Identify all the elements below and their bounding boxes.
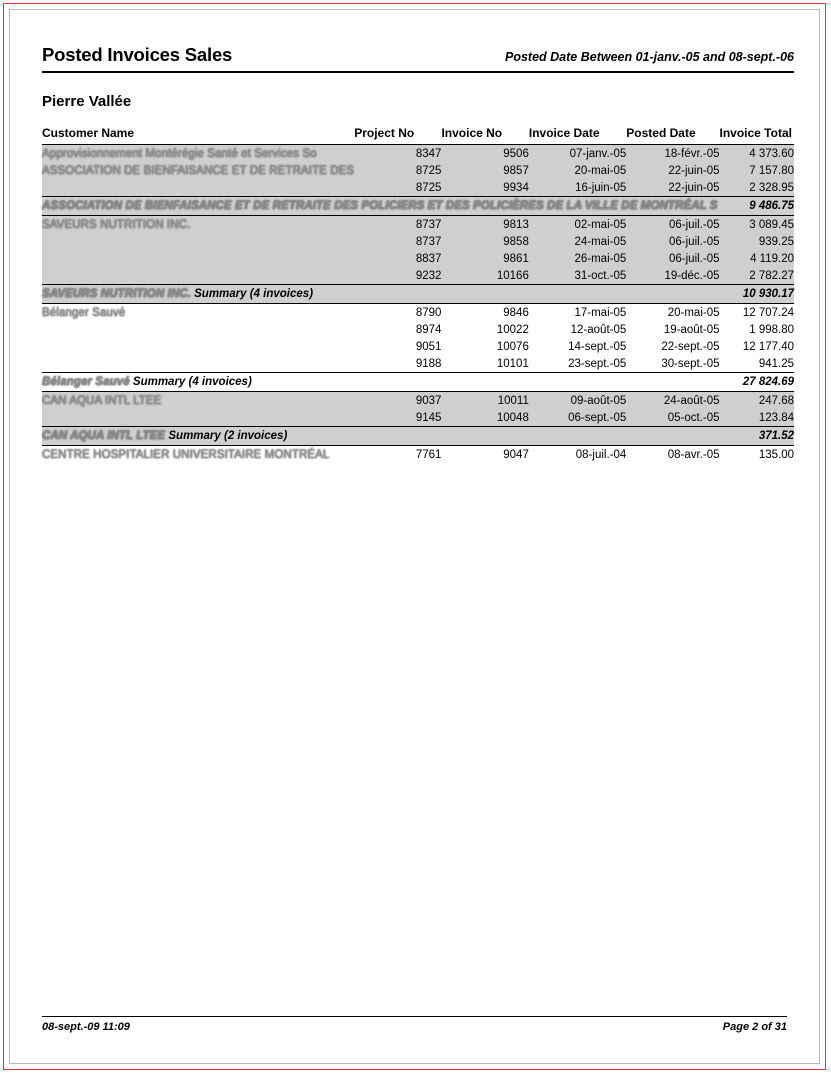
summary-total: 371.52 bbox=[720, 427, 795, 446]
report-footer bbox=[42, 1016, 787, 1033]
cell-invoice-total: 4 119.20 bbox=[720, 250, 795, 267]
salesperson-name: Pierre Vallée bbox=[42, 93, 132, 110]
cell-invoice-total: 135.00 bbox=[758, 448, 794, 461]
table-row bbox=[42, 145, 794, 163]
cell-invoice-no: 9861 bbox=[441, 250, 528, 267]
footer-page-number: Page 2 of 31 bbox=[722, 1021, 787, 1033]
cell-posted-date: 05-oct.-05 bbox=[626, 409, 719, 427]
cell-invoice-no: 10166 bbox=[441, 267, 528, 285]
cell-invoice-date: 09-août-05 bbox=[529, 392, 626, 410]
cell-invoice-no: 10076 bbox=[496, 340, 529, 353]
cell-invoice-total: 12 707.24 bbox=[742, 306, 794, 319]
customer-name: SAVEURS NUTRITION INC. bbox=[42, 218, 191, 231]
invoices-table bbox=[42, 124, 794, 463]
footer-timestamp: 08-sept.-09 11:09 bbox=[42, 1021, 130, 1033]
cell-invoice-date: 12-août-05 bbox=[570, 323, 627, 336]
cell-invoice-no: 10011 bbox=[441, 392, 528, 410]
cell-posted-date: 06-juil.-05 bbox=[626, 250, 719, 267]
cell-project-no: 9145 bbox=[354, 409, 441, 427]
summary-suffix: Summary (4 invoices) bbox=[194, 288, 314, 300]
cell-invoice-no: 9934 bbox=[441, 179, 528, 197]
cell-invoice-total: 2 782.27 bbox=[720, 267, 795, 285]
table-row bbox=[42, 216, 794, 234]
cell-invoice-date: 08-juil.-04 bbox=[575, 448, 627, 461]
cell-project-no: 7761 bbox=[415, 448, 442, 461]
cell-customer-name bbox=[42, 338, 354, 355]
cell-invoice-date: 20-mai-05 bbox=[529, 162, 626, 179]
cell-customer-name bbox=[42, 162, 354, 179]
cell-invoice-date: 02-mai-05 bbox=[529, 216, 626, 234]
customer-name: CAN AQUA INTL LTEE bbox=[42, 430, 166, 442]
cell-customer-name bbox=[42, 267, 354, 285]
cell-invoice-date: 07-janv.-05 bbox=[529, 145, 626, 163]
cell-invoice-date: 24-mai-05 bbox=[529, 233, 626, 250]
table-body bbox=[42, 145, 794, 464]
customer-name: Approvisionnement Montérégie Santé et Services So bbox=[42, 147, 317, 160]
customer-name: Bélanger Sauvé bbox=[42, 376, 130, 388]
cell-invoice-no: 9047 bbox=[503, 448, 529, 461]
summary-total: 10 930.17 bbox=[720, 285, 795, 304]
cell-posted-date: 22-sept.-05 bbox=[661, 340, 720, 353]
summary-total: 27 824.69 bbox=[720, 373, 795, 392]
cell-invoice-date: 06-sept.-05 bbox=[529, 409, 626, 427]
customer-name: ASSOCIATION DE BIENFAISANCE ET DE RETRAITE DES bbox=[42, 164, 355, 177]
cell-posted-date: 19-août-05 bbox=[663, 323, 720, 336]
cell-invoice-total: 2 328.95 bbox=[720, 179, 795, 197]
cell-posted-date: 19-déc.-05 bbox=[626, 267, 719, 285]
summary-label bbox=[42, 285, 720, 304]
cell-invoice-total: 3 089.45 bbox=[720, 216, 795, 234]
column-header-invoice-date: Invoice Date bbox=[529, 124, 626, 145]
cell-invoice-no: 9857 bbox=[441, 162, 528, 179]
summary-suffix: Summary (4 invoices) bbox=[132, 376, 252, 388]
page-title: Posted Invoices Sales bbox=[42, 44, 233, 65]
summary-row bbox=[42, 285, 794, 304]
cell-customer-name bbox=[42, 446, 354, 464]
cell-customer-name bbox=[42, 355, 354, 373]
table-row bbox=[42, 392, 794, 410]
page-border bbox=[3, 3, 826, 1070]
column-header-posted-date: Posted Date bbox=[626, 124, 719, 145]
customer-name: CAN AQUA INTL LTEE bbox=[42, 394, 162, 407]
cell-invoice-total: 247.68 bbox=[720, 392, 795, 410]
cell-invoice-no: 10101 bbox=[496, 357, 529, 370]
cell-invoice-no: 9846 bbox=[503, 306, 529, 319]
cell-customer-name bbox=[42, 321, 354, 338]
table-row bbox=[42, 355, 794, 373]
report-date-range: Posted Date Between 01-janv.-05 and 08-sept.-06 bbox=[505, 50, 794, 64]
table-row bbox=[42, 304, 794, 322]
customer-name: SAVEURS NUTRITION INC. bbox=[42, 288, 191, 300]
cell-invoice-date: 31-oct.-05 bbox=[529, 267, 626, 285]
table-row bbox=[42, 338, 794, 355]
customer-name: ASSOCIATION DE BIENFAISANCE ET DE RETRAITE DES POLICIERS ET DES POLICIÈRES DE LA VILLE DE MONTRÉAL S bbox=[42, 200, 718, 212]
column-header-customer-name: Customer Name bbox=[42, 124, 354, 145]
cell-invoice-no: 9858 bbox=[441, 233, 528, 250]
cell-invoice-no: 10048 bbox=[441, 409, 528, 427]
cell-project-no: 9188 bbox=[415, 357, 442, 370]
cell-project-no: 8837 bbox=[354, 250, 441, 267]
page-canvas bbox=[9, 9, 820, 1064]
cell-customer-name bbox=[42, 179, 354, 197]
cell-invoice-total: 123.84 bbox=[720, 409, 795, 427]
cell-posted-date: 08-avr.-05 bbox=[667, 448, 720, 461]
cell-posted-date: 18-févr.-05 bbox=[626, 145, 719, 163]
summary-label bbox=[42, 373, 720, 392]
cell-invoice-no: 9813 bbox=[441, 216, 528, 234]
report-header bbox=[42, 44, 794, 73]
table-row bbox=[42, 267, 794, 285]
cell-invoice-date: 14-sept.-05 bbox=[568, 340, 627, 353]
cell-posted-date: 20-mai-05 bbox=[667, 306, 720, 319]
table-header-row bbox=[42, 124, 794, 145]
cell-invoice-total: 941.25 bbox=[758, 357, 794, 370]
cell-invoice-date: 23-sept.-05 bbox=[568, 357, 627, 370]
customer-name: Bélanger Sauvé bbox=[42, 306, 126, 319]
cell-posted-date: 06-juil.-05 bbox=[626, 233, 719, 250]
table-row bbox=[42, 179, 794, 197]
cell-project-no: 8725 bbox=[354, 179, 441, 197]
cell-invoice-date: 17-mai-05 bbox=[574, 306, 627, 319]
cell-invoice-no: 9506 bbox=[441, 145, 528, 163]
cell-invoice-date: 26-mai-05 bbox=[529, 250, 626, 267]
cell-posted-date: 24-août-05 bbox=[626, 392, 719, 410]
summary-label bbox=[42, 427, 720, 446]
cell-project-no: 9051 bbox=[415, 340, 442, 353]
table-row bbox=[42, 233, 794, 250]
cell-customer-name bbox=[42, 392, 354, 410]
cell-invoice-date: 16-juin-05 bbox=[529, 179, 626, 197]
cell-customer-name bbox=[42, 216, 354, 234]
table-row bbox=[42, 250, 794, 267]
table-row bbox=[42, 409, 794, 427]
summary-row bbox=[42, 427, 794, 446]
cell-project-no: 9232 bbox=[354, 267, 441, 285]
cell-customer-name bbox=[42, 409, 354, 427]
table-row bbox=[42, 321, 794, 338]
cell-invoice-total: 1 998.80 bbox=[749, 323, 794, 336]
cell-project-no: 8790 bbox=[415, 306, 442, 319]
table-row bbox=[42, 162, 794, 179]
cell-posted-date: 30-sept.-05 bbox=[661, 357, 720, 370]
cell-customer-name bbox=[42, 233, 354, 250]
cell-invoice-total: 7 157.80 bbox=[720, 162, 795, 179]
summary-total: 9 486.75 bbox=[720, 197, 795, 216]
cell-posted-date: 22-juin-05 bbox=[626, 162, 719, 179]
cell-invoice-total: 939.25 bbox=[720, 233, 795, 250]
report-body bbox=[42, 44, 794, 463]
cell-customer-name bbox=[42, 304, 354, 322]
cell-project-no: 8347 bbox=[354, 145, 441, 163]
summary-suffix: Summary (2 invoices) bbox=[168, 430, 288, 442]
cell-project-no: 9037 bbox=[354, 392, 441, 410]
column-header-project-no: Project No bbox=[354, 124, 441, 145]
cell-customer-name bbox=[42, 145, 354, 163]
cell-invoice-total: 4 373.60 bbox=[720, 145, 795, 163]
cell-project-no: 8974 bbox=[415, 323, 442, 336]
cell-invoice-no: 10022 bbox=[496, 323, 529, 336]
cell-project-no: 8737 bbox=[354, 216, 441, 234]
summary-label bbox=[42, 197, 720, 216]
cell-project-no: 8737 bbox=[354, 233, 441, 250]
summary-row bbox=[42, 373, 794, 392]
customer-name: CENTRE HOSPITALIER UNIVERSITAIRE MONTRÉAL bbox=[42, 448, 330, 461]
column-header-invoice-total: Invoice Total bbox=[720, 124, 795, 145]
cell-posted-date: 06-juil.-05 bbox=[626, 216, 719, 234]
summary-row bbox=[42, 197, 794, 216]
column-header-invoice-no: Invoice No bbox=[441, 124, 528, 145]
table-row bbox=[42, 446, 794, 464]
cell-project-no: 8725 bbox=[354, 162, 441, 179]
cell-invoice-total: 12 177.40 bbox=[742, 340, 794, 353]
cell-posted-date: 22-juin-05 bbox=[626, 179, 719, 197]
cell-customer-name bbox=[42, 250, 354, 267]
